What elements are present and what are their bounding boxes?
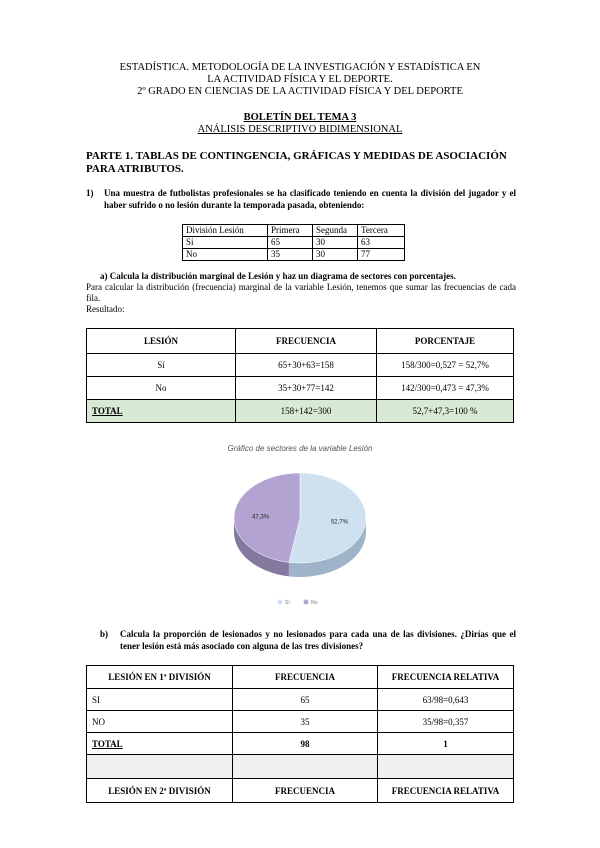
division-header-cell: FRECUENCIA [233, 666, 378, 689]
table-row [87, 354, 514, 377]
pie-data-label: 52,7% [330, 519, 348, 526]
division-table [86, 665, 514, 803]
question-b-text: Calcula la proporción de lesionados y no lesionados para cada una de las divisiones. ¿Dirías que el tener lesión está más asociado con alguna de las tres divisiones? [120, 629, 516, 651]
table-cell: 52,7+47,3=100 % [377, 400, 514, 423]
question-b [100, 628, 516, 652]
pie-chart [220, 466, 380, 616]
division-header-cell: LESIÓN EN 2ª DIVISIÓN [87, 779, 233, 803]
legend-label: No [311, 600, 318, 606]
table-cell: SI [87, 689, 233, 711]
empty-cell [378, 755, 514, 779]
course-title-line2: LA ACTIVIDAD FÍSICA Y EL DEPORTE. [207, 74, 393, 85]
table-row [183, 237, 405, 249]
contingency-header-row [183, 225, 405, 237]
table-cell: 35 [268, 249, 313, 261]
table-cell: No [87, 377, 236, 400]
empty-cell [87, 755, 233, 779]
legend-label: Sí [285, 600, 290, 606]
table-cell: 30 [313, 249, 358, 261]
marginal-header-row [87, 329, 514, 354]
marginal-header-cell: FRECUENCIA [236, 329, 377, 354]
question-1-number: 1) [86, 188, 94, 198]
chart-title: Gráfico de sectores de la variable Lesión [227, 444, 373, 453]
table-cell: 65 [268, 237, 313, 249]
table-row [87, 377, 514, 400]
course-title-line1: ESTADÍSTICA. METODOLOGÍA DE LA INVESTIGACIÓN Y ESTADÍSTICA EN [119, 62, 481, 73]
bulletin-title: BOLETÍN DEL TEMA 3 [243, 112, 357, 123]
pie-data-label: 47,3% [252, 514, 270, 521]
table-cell: 65 [233, 689, 378, 711]
division-header-cell: FRECUENCIA [233, 779, 378, 803]
table-cell: 35/98=0,357 [378, 711, 514, 733]
division-header-cell: FRECUENCIA RELATIVA [378, 779, 514, 803]
total-label: TOTAL [87, 733, 233, 755]
marginal-header-cell: PORCENTAJE [377, 329, 514, 354]
table-cell: No [183, 249, 268, 261]
spacer-row [87, 755, 514, 779]
division-header-cell: FRECUENCIA RELATIVA [378, 666, 514, 689]
table-row [87, 689, 514, 711]
legend-swatch [278, 600, 283, 605]
marginal-header-cell: LESIÓN [87, 329, 236, 354]
question-b-number: b) [100, 629, 109, 639]
question-a-body: Para calcular la distribución (frecuencia) marginal de la variable Lesión, tenemos que sumar las frecuencias de cada fila. [86, 282, 516, 303]
table-cell: 35+30+77=142 [236, 377, 377, 400]
table-cell: 63/98=0,643 [378, 689, 514, 711]
table-cell: Sí [183, 237, 268, 249]
question-1 [86, 187, 516, 211]
question-a-title: a) Calcula la distribución marginal de Lesión y haz un diagrama de sectores con porcentajes. [100, 271, 456, 281]
total-row [87, 733, 514, 755]
table-cell: 63 [358, 237, 405, 249]
contingency-header-cell: División Lesión [183, 225, 268, 237]
contingency-header-cell: Segunda [313, 225, 358, 237]
total-row [87, 400, 514, 423]
total-label: TOTAL [87, 400, 236, 423]
empty-cell [233, 755, 378, 779]
table-row [183, 249, 405, 261]
contingency-header-cell: Primera [268, 225, 313, 237]
course-title-line3: 2º GRADO EN CIENCIAS DE LA ACTIVIDAD FÍSICA Y DEL DEPORTE [137, 86, 463, 97]
table-cell: 35 [233, 711, 378, 733]
question-1-text: Una muestra de futbolistas profesionales se ha clasificado teniendo en cuenta la división del jugador y el haber sufrido o no lesión durante la temporada pasada, obteniendo: [104, 188, 516, 210]
table-cell: NO [87, 711, 233, 733]
contingency-table [182, 224, 405, 261]
table-cell: 1 [378, 733, 514, 755]
table-cell: 158/300=0,527 = 52,7% [377, 354, 514, 377]
table-cell: 98 [233, 733, 378, 755]
part1-heading: PARTE 1. TABLAS DE CONTINGENCIA, GRÁFICAS Y MEDIDAS DE ASOCIACIÓN PARA ATRIBUTOS. [86, 150, 507, 175]
division-header-row [87, 779, 514, 803]
division-header-cell: LESIÓN EN 1ª DIVISIÓN [87, 666, 233, 689]
table-cell: 142/300=0,473 = 47,3% [377, 377, 514, 400]
division-header-row [87, 666, 514, 689]
table-row [87, 711, 514, 733]
legend-swatch [304, 600, 309, 605]
table-cell: 77 [358, 249, 405, 261]
question-a [86, 271, 516, 315]
table-cell: 158+142=300 [236, 400, 377, 423]
table-cell: 65+30+63=158 [236, 354, 377, 377]
marginal-table [86, 328, 514, 423]
bulletin-subtitle: ANÁLISIS DESCRIPTIVO BIDIMENSIONAL [197, 124, 403, 135]
result-label: Resultado: [86, 304, 125, 314]
table-cell: 30 [313, 237, 358, 249]
table-cell: Sí [87, 354, 236, 377]
contingency-header-cell: Tercera [358, 225, 405, 237]
